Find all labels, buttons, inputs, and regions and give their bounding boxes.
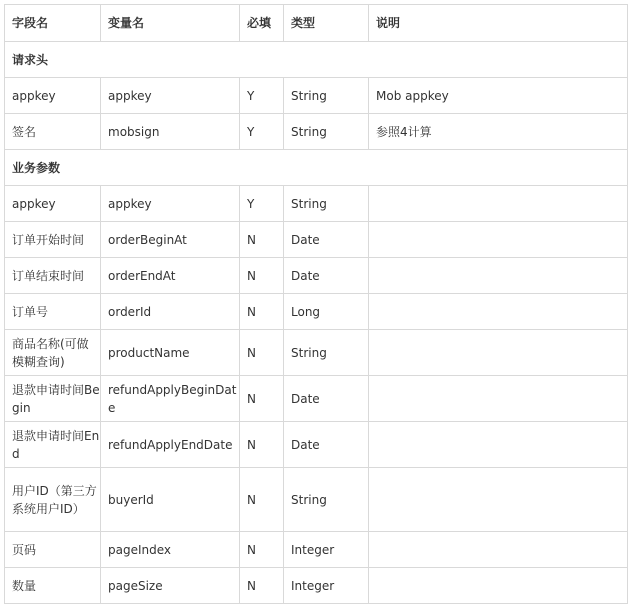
cell-description	[369, 422, 628, 468]
header-type: 类型	[284, 5, 369, 42]
cell-field: 订单开始时间	[5, 222, 101, 258]
param-table	[4, 4, 628, 604]
cell-variable: orderBeginAt	[101, 222, 240, 258]
table-row	[5, 376, 628, 422]
cell-field: 商品名称(可做模糊查询)	[5, 330, 101, 376]
table-row	[5, 258, 628, 294]
header-row	[5, 5, 628, 42]
cell-field: 用户ID（第三方系统用户ID）	[5, 468, 101, 532]
cell-type: Integer	[284, 532, 369, 568]
header-field-name: 字段名	[5, 5, 101, 42]
cell-type: String	[284, 186, 369, 222]
cell-type: Date	[284, 376, 369, 422]
group-row-business-params	[5, 150, 628, 186]
cell-field: 订单结束时间	[5, 258, 101, 294]
cell-variable: refundApplyBeginDate	[101, 376, 240, 422]
table-row	[5, 186, 628, 222]
cell-field: 数量	[5, 568, 101, 604]
table-row	[5, 568, 628, 604]
cell-required: N	[240, 258, 284, 294]
cell-description	[369, 222, 628, 258]
group-title: 请求头	[5, 42, 628, 78]
cell-type: Date	[284, 422, 369, 468]
table-row	[5, 422, 628, 468]
cell-required: Y	[240, 78, 284, 114]
group-title: 业务参数	[5, 150, 628, 186]
cell-variable: appkey	[101, 78, 240, 114]
cell-variable: buyerId	[101, 468, 240, 532]
cell-field: appkey	[5, 186, 101, 222]
cell-required: N	[240, 468, 284, 532]
cell-variable: pageSize	[101, 568, 240, 604]
cell-field: 退款申请时间End	[5, 422, 101, 468]
cell-field: 签名	[5, 114, 101, 150]
cell-variable: productName	[101, 330, 240, 376]
header-required: 必填	[240, 5, 284, 42]
header-description: 说明	[369, 5, 628, 42]
table-row	[5, 294, 628, 330]
cell-required: N	[240, 222, 284, 258]
cell-required: N	[240, 532, 284, 568]
cell-type: String	[284, 468, 369, 532]
table-row	[5, 532, 628, 568]
cell-type: String	[284, 78, 369, 114]
cell-field: appkey	[5, 78, 101, 114]
table-row	[5, 330, 628, 376]
cell-description: Mob appkey	[369, 78, 628, 114]
cell-description	[369, 330, 628, 376]
cell-required: Y	[240, 114, 284, 150]
cell-required: N	[240, 568, 284, 604]
cell-variable: orderId	[101, 294, 240, 330]
cell-type: Date	[284, 222, 369, 258]
cell-description	[369, 568, 628, 604]
group-row-request-header	[5, 42, 628, 78]
cell-variable: pageIndex	[101, 532, 240, 568]
cell-variable: mobsign	[101, 114, 240, 150]
cell-field: 订单号	[5, 294, 101, 330]
cell-type: String	[284, 114, 369, 150]
header-variable-name: 变量名	[101, 5, 240, 42]
cell-variable: orderEndAt	[101, 258, 240, 294]
cell-description	[369, 294, 628, 330]
cell-description	[369, 468, 628, 532]
param-table-container	[4, 4, 628, 604]
cell-field: 页码	[5, 532, 101, 568]
cell-required: N	[240, 294, 284, 330]
cell-variable: refundApplyEndDate	[101, 422, 240, 468]
cell-required: N	[240, 422, 284, 468]
table-row	[5, 114, 628, 150]
cell-type: String	[284, 330, 369, 376]
cell-type: Long	[284, 294, 369, 330]
cell-type: Integer	[284, 568, 369, 604]
cell-required: Y	[240, 186, 284, 222]
table-row	[5, 222, 628, 258]
table-row	[5, 468, 628, 532]
cell-description	[369, 186, 628, 222]
cell-required: N	[240, 376, 284, 422]
cell-description	[369, 376, 628, 422]
cell-description: 参照4计算	[369, 114, 628, 150]
cell-field: 退款申请时间Begin	[5, 376, 101, 422]
cell-description	[369, 532, 628, 568]
cell-description	[369, 258, 628, 294]
cell-required: N	[240, 330, 284, 376]
table-row	[5, 78, 628, 114]
cell-variable: appkey	[101, 186, 240, 222]
cell-type: Date	[284, 258, 369, 294]
